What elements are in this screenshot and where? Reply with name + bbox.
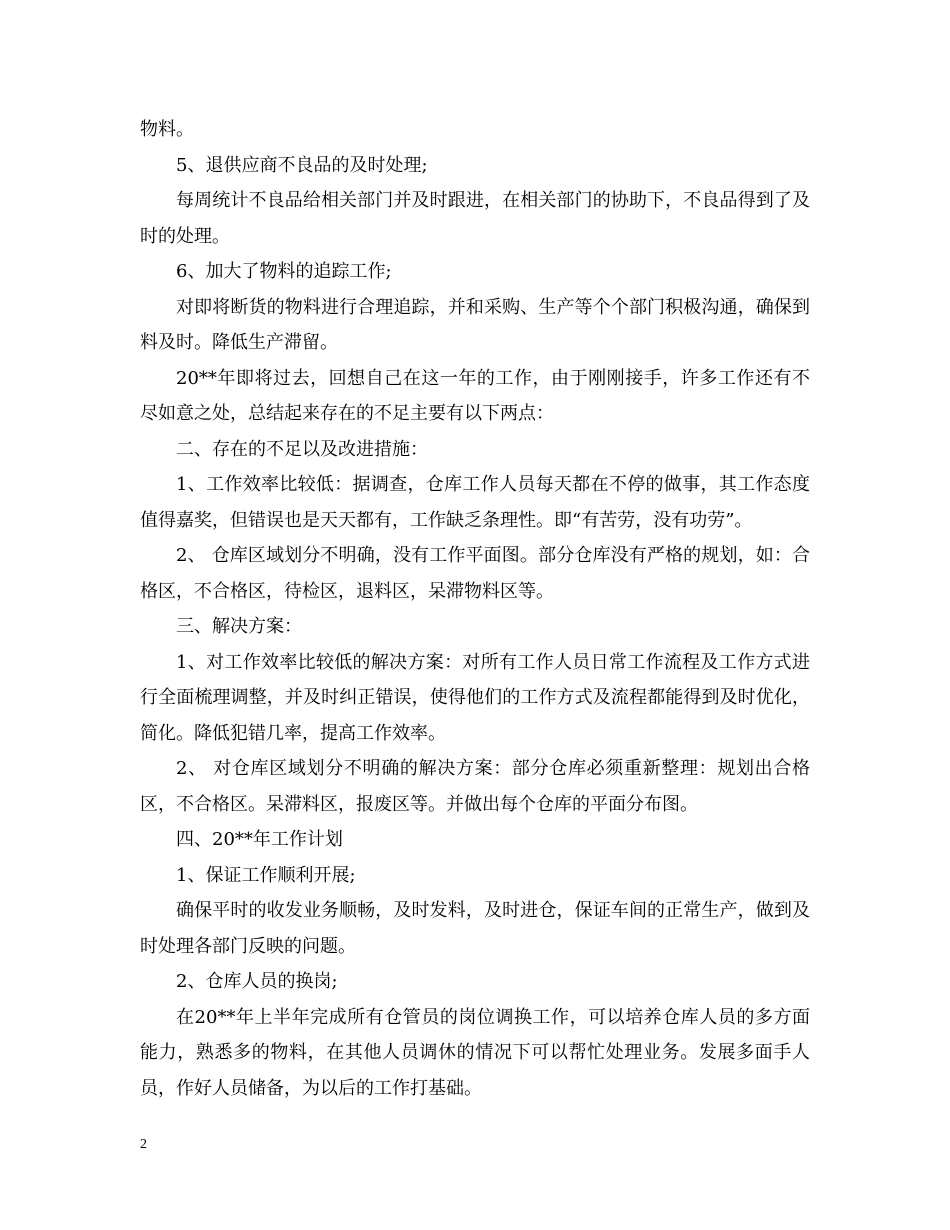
paragraph: 5、退供应商不良品的及时处理; — [176, 154, 428, 176]
paragraph: 1、工作效率比较低：据调查，仓库工作人员每天都在不停的做事，其工作态度值得嘉奖，但错误也是天天都有，工作缺乏条理性。即“有苦劳，没有功劳”。 — [140, 474, 810, 531]
section-heading: 三、解决方案： — [176, 616, 302, 637]
paragraph: 每周统计不良品给相关部门并及时跟进，在相关部门的协助下，不良品得到了及时的处理。 — [140, 190, 810, 247]
paragraph: 6、加大了物料的追踪工作; — [176, 261, 392, 282]
paragraph: 对即将断货的物料进行合理追踪，并和采购、生产等个个部门积极沟通，确保到料及时。降低生产滞留。 — [140, 296, 810, 353]
paragraph: 物料。 — [140, 119, 194, 140]
page-number: 2 — [140, 1137, 147, 1152]
paragraph: 2、仓库人员的换岗; — [176, 971, 338, 992]
section-heading: 四、20**年工作计划 — [176, 829, 343, 850]
paragraph: 在20**年上半年完成所有仓管员的岗位调换工作，可以培养仓库人员的多方面能力，熟悉多的物料，在其他人员调休的情况下可以帮忙处理业务。发展多面手人员，作好人员储备，为以后的工作打基础。 — [140, 1006, 810, 1099]
paragraph: 确保平时的收发业务顺畅，及时发料，及时进仓，保证车间的正常生产，做到及时处理各部门反映的问题。 — [140, 900, 810, 957]
paragraph: 1、保证工作顺利开展; — [176, 864, 356, 886]
paragraph: 2、 对仓库区域划分不明确的解决方案：部分仓库必须重新整理：规划出合格区，不合格区。呆滞料区，报废区等。并做出每个仓库的平面分布图。 — [140, 758, 810, 815]
paragraph: 1、对工作效率比较低的解决方案：对所有工作人员日常工作流程及工作方式进行全面梳理调整，并及时纠正错误，使得他们的工作方式及流程都能得到及时优化，简化。降低犯错几率，提高工作效率。 — [140, 651, 810, 744]
paragraph: 20**年即将过去，回想自己在这一年的工作，由于刚刚接手，许多工作还有不尽如意之处，总结起来存在的不足主要有以下两点： — [140, 367, 810, 424]
section-heading: 二、存在的不足以及改进措施： — [176, 438, 428, 460]
paragraph: 2、 仓库区域划分不明确，没有工作平面图。部分仓库没有严格的规划，如：合格区，不合格区，待检区，退料区，呆滞物料区等。 — [140, 545, 810, 602]
document-body — [140, 112, 810, 1106]
